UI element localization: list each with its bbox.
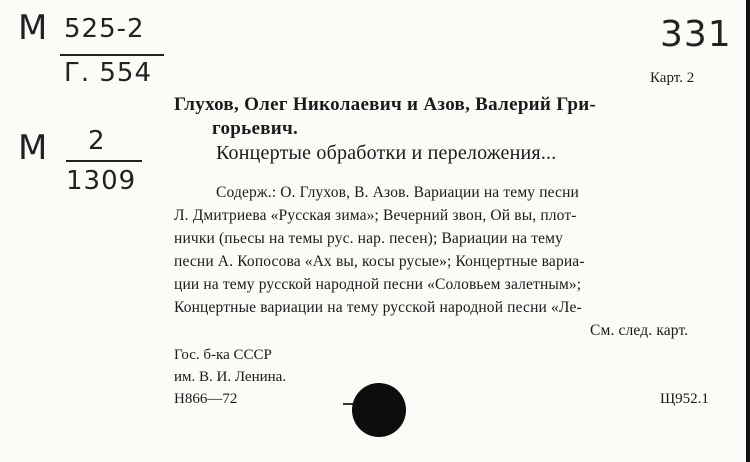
ink-blot [352, 383, 406, 437]
shelf-mark-2-rule [66, 160, 142, 162]
continued-note: См. след. карт. [590, 322, 689, 339]
library-line-2: им. В. И. Ленина. [174, 369, 287, 385]
contents-line: Концертные вариации на тему русской народной песни «Ле- [174, 299, 582, 316]
shelf-mark-2-bottom: 1309 [66, 166, 137, 196]
shelf-mark-1-top: 525-2 [64, 14, 145, 44]
corner-number: 331 [660, 14, 732, 55]
card-title: Концертые обработки и переложения... [216, 142, 557, 164]
shelf-mark-2-top: 2 [88, 126, 106, 156]
contents-line: Л. Дмитриева «Русская зима»; Вечерний звон, Ой вы, плот- [174, 207, 577, 224]
handwritten-mark-2: М [18, 128, 49, 168]
author-line-2: горьевич. [212, 118, 299, 139]
contents-line: Содерж.: О. Глухов, В. Азов. Вариации на тему песни [216, 184, 579, 201]
card-edge [746, 0, 750, 462]
contents-line: ции на тему русской народной песни «Соловьем залетным»; [174, 276, 582, 293]
card-label: Карт. 2 [650, 70, 695, 86]
contents-line: песни А. Копосова «Ах вы, косы русые»; Концертные вариа- [174, 253, 585, 270]
author-line-1: Глухов, Олег Николаевич и Азов, Валерий Гри- [174, 94, 597, 115]
library-line-1: Гос. б-ка СССР [174, 347, 272, 363]
catalog-code: Щ952.1 [660, 391, 709, 407]
shelf-mark-1-rule [60, 54, 164, 56]
handwritten-mark-1: М [18, 8, 49, 48]
shelf-mark-1-bottom: Г. 554 [64, 58, 153, 88]
order-code: Н866—72 [174, 391, 238, 407]
contents-line: нички (пьесы на темы рус. нар. песен); Вариации на тему [174, 230, 564, 247]
